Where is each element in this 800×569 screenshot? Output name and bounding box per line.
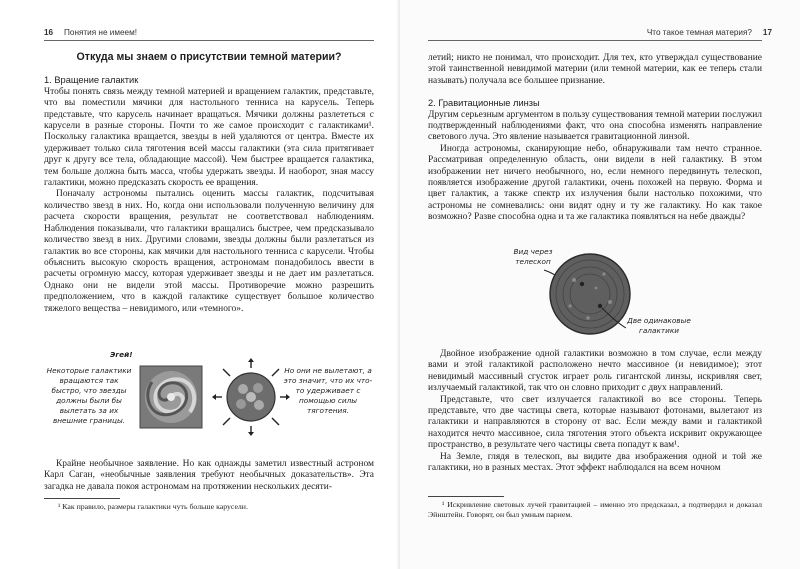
paragraph: Поначалу астрономы пытались оценить массы галактик, подсчитывая количество звезд в них. Но, когда они использовали полученную величину для расчета скорости вращения, результат не соответствовал наблюдениям. Наблюдения показывали, что галактики вращались быстрее, чем предсказывало количество звезд в них. Другими словами, звезды должны были разлетаться из галактик во все стороны, как мячики для настольного тенниса с карусели. Чтобы объяснить высокую скорость вращения, астрономам понадобилось ввести в расчеты огромную массу, которая удерживает звезды и не дает им разлетаться. Однако они не видели этой массы. Противоречие можно разрешить предположением, что в каждой галактике существует большое количество тяжелого вещества – невидимого, или «темного». (44, 189, 374, 314)
illustration-caption-right: Но они не вылетают, а это значит, что их что-то удерживает с помощью силы тяготения. (283, 366, 373, 415)
paragraph: На Земле, глядя в телескоп, вы видите два изображения одной и той же галактики, но в разных местах. Этот эффект наблюдался на всем ночном (428, 451, 762, 474)
paragraph: летий; никто не понимал, что происходит. Для тех, кто утверждал существование этой таинственной невидимой материи (или темной материи, как ее теперь стали называть) получала все большее признание. (428, 53, 762, 86)
paragraph: Другим серьезным аргументом в пользу существования темной материи послужил подтвержденный наблюдениями факт, что она способна изменять направление светового луча. Это явление называется гравитационной линзой. (428, 109, 762, 143)
paragraph: Чтобы понять связь между темной материей и вращением галактик, представьте, что вы поместили мячики для настольного тенниса на карусель. Теперь представьте, что карусель начинает вращаться. Мячики должны разлететься с карусели в разные стороны. Почти то же самое происходит с галактиками¹. Поскольку галактика вращается, звезды в ней удаляются от центра. Вместе их удерживает только сила тяготения всей массы галактики (эта сила притягивает друг к другу все тела, обладающие массой). Чем быстрее вращается галактика, тем больше должна быть масса, чтобы удержать звезды. И наоборот, зная массу галактики, можно предсказать скорость ее вращения. (44, 86, 374, 189)
page-number: 17 (762, 28, 772, 37)
illustration-label-bottom: Две одинаковые галактики (627, 316, 691, 335)
header-rule (428, 40, 762, 41)
running-head: Что такое темная материя? (646, 28, 752, 37)
right-text-block-bottom (428, 349, 762, 474)
section-heading: 1. Вращение галактик (44, 75, 139, 86)
illustration-label-top: Вид через телескоп (513, 247, 553, 266)
illustration-caption-left: Некоторые галактики вращаются так быстро, что звезды должны были бы вылетать за их внешние границы. (46, 366, 132, 425)
footnote-rule (428, 496, 504, 497)
section-heading: 2. Гравитационные линзы (428, 98, 540, 109)
page-number: 16 (44, 28, 54, 37)
paragraph: Представьте, что свет излучается галактикой во все стороны. Теперь представьте, что две частицы света, которые называют фотонами, вылетают из галактики и направляются в сторону от вас. Если между вами и галактикой находится нечто массивное, сила тяготения этого объекта искривит окружающее пространство, в результате чего частицы света попадут к вам¹. (428, 394, 762, 451)
paragraph: Крайне необычное заявление. Но как однажды заметил известный астроном Карл Саган, «необычные заявления требуют необычных доказательств». Эта загадка не давала покоя астрономам на протяжении нескольких десяти- (44, 459, 374, 492)
left-text-block-top (44, 52, 374, 315)
spiral-galaxy-illustration (134, 360, 208, 434)
right-page (400, 0, 800, 569)
illustration-exclaim: Эгей! (110, 350, 133, 359)
paragraph: Двойное изображение одной галактики возможно в том случае, если между вами и этой галактикой расположено нечто массивное (и невидимое); этот невидимый массивный сгусток играет роль гигантской линзы, искривляя свет, излучаемый галактикой, так что он словно приходит с двух направлений. (428, 349, 762, 394)
left-text-block-bottom (44, 459, 374, 493)
header-rule (44, 40, 374, 41)
flying-stars-galaxy-illustration (212, 358, 290, 436)
footnote-rule (44, 498, 120, 499)
running-head: Понятия не имеем! (64, 28, 137, 37)
right-text-block-top (428, 53, 762, 224)
chapter-heading: Откуда мы знаем о присутствии темной материи? (76, 51, 342, 63)
footnote: ¹ Искривление световых лучей гравитацией – именно это предсказал, а подтвердил и доказал Эйнштейн. Говорят, он был умным парнем. (428, 500, 762, 519)
footnote: ¹ Как правило, размеры галактики чуть больше карусели. (58, 502, 248, 511)
paragraph: Иногда астрономы, сканирующие небо, обнаруживали там нечто странное. Рассматривая определенную область, они видели в ней галактику. В этом изображении нет ничего необычного, но, если немного передвинуть телескоп, появляется изображение другой галактики, очень похожей на первую. Форма и цвет галактик, а также спектр их излучения были настолько похожими, что астрономы не сомневались: они видят одну и ту же галактику. Но как такое возможно? Разве способна одна и та же галактика появляться на небе дважды? (428, 143, 762, 223)
